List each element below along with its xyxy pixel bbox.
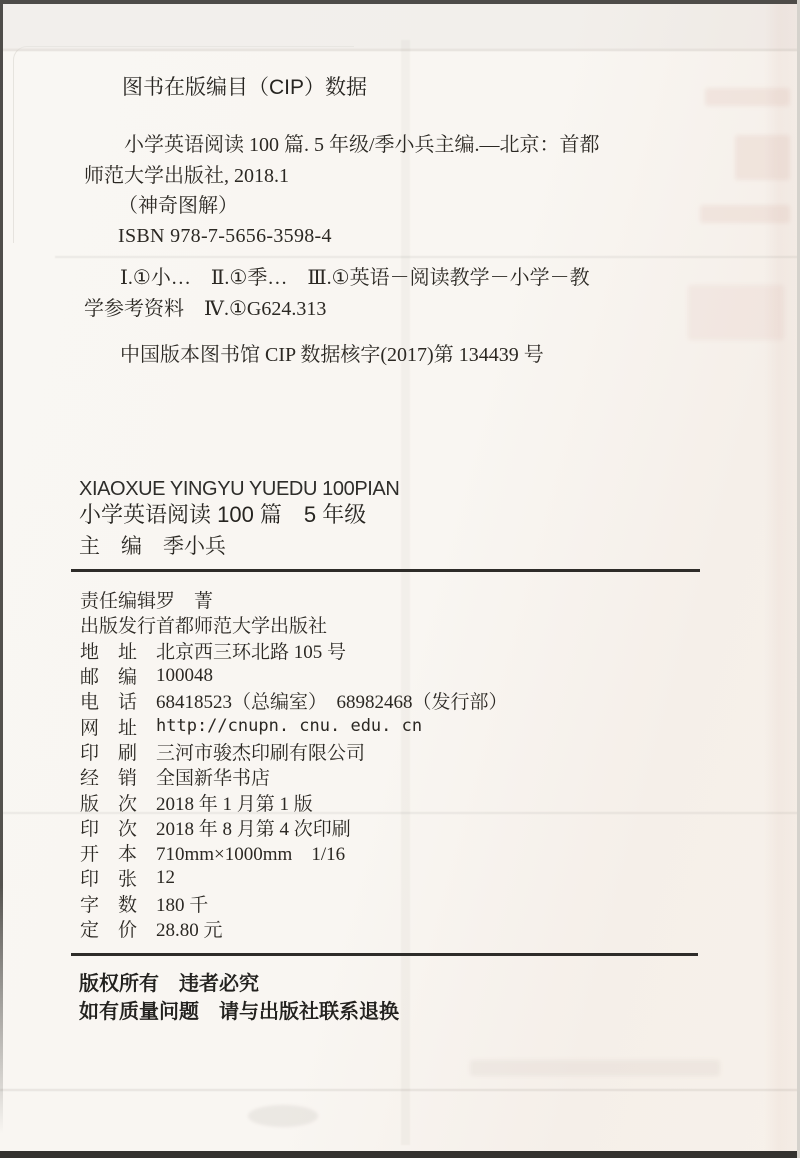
pub-row-value: 2018 年 1 月第 1 版 [156, 793, 313, 815]
pub-row-label: 网 址 [80, 717, 138, 739]
ink-bleed-through [700, 205, 790, 223]
pub-row-format [80, 840, 680, 865]
cip-series-note: （神奇图解） [118, 195, 238, 217]
page-top-edge [0, 0, 800, 4]
cip-classification-line2: 学参考资料 Ⅳ.①G624.313 [84, 298, 327, 320]
page-bottom-edge [0, 1151, 800, 1158]
pub-row-value: 全国新华书店 [156, 768, 271, 790]
pub-row-label: 地 址 [80, 641, 138, 663]
paper-smudge [248, 1105, 318, 1127]
pub-row-sheets [80, 865, 680, 890]
pub-row-label: 邮 编 [80, 667, 138, 689]
pub-row-postcode [80, 663, 680, 688]
pub-row-website [80, 713, 680, 738]
pub-row-label: 开 本 [80, 844, 138, 866]
ink-bleed-through [735, 135, 790, 180]
chief-editor: 主 编 季小兵 [79, 534, 226, 558]
publication-info-list [80, 587, 680, 941]
quality-return-notice: 如有质量问题 请与出版社联系退换 [79, 1001, 399, 1023]
pub-row-value: 北京西三环北路 105 号 [156, 641, 347, 663]
ink-bleed-through [688, 285, 784, 340]
pub-row-editor [80, 587, 680, 612]
pub-row-label: 印 刷 [80, 742, 138, 764]
pub-row-price [80, 916, 680, 941]
cip-description-line2: 师范大学出版社, 2018.1 [84, 165, 289, 187]
book-title: 小学英语阅读 100 篇 5 年级 [79, 502, 367, 527]
pub-row-value: 2018 年 8 月第 4 次印刷 [156, 818, 351, 840]
pub-row-label: 经 销 [80, 768, 138, 790]
pub-row-value: http://cnupn. cnu. edu. cn [156, 716, 423, 737]
pub-row-address [80, 638, 680, 663]
pub-row-telephone [80, 688, 680, 713]
isbn-number: ISBN 978-7-5656-3598-4 [118, 225, 332, 247]
pub-row-value: 首都师范大学出版社 [156, 616, 328, 638]
pub-row-value: 三河市骏杰印刷有限公司 [156, 742, 366, 764]
pub-row-label: 电 话 [80, 692, 138, 714]
pub-row-publisher [80, 612, 680, 637]
cip-classification-line1: Ⅰ.①小… Ⅱ.①季… Ⅲ.①英语－阅读教学－小学－教 [120, 267, 590, 289]
pub-row-distributor [80, 764, 680, 789]
pub-row-edition [80, 789, 680, 814]
pub-row-value: 罗 菁 [156, 591, 214, 613]
top-page-tint [0, 0, 800, 49]
cip-description-line1: 小学英语阅读 100 篇. 5 年级/季小兵主编.—北京：首都 [124, 134, 600, 156]
pub-row-label: 出版发行 [80, 616, 157, 638]
divider-rule-bottom [71, 953, 698, 956]
title-pinyin: XIAOXUE YINGYU YUEDU 100PIAN [79, 478, 400, 500]
pub-row-label: 责任编辑 [80, 591, 157, 613]
pub-row-printer [80, 739, 680, 764]
page-left-edge [0, 4, 3, 1134]
pub-row-label: 版 次 [80, 793, 138, 815]
scan-grain-line [55, 256, 800, 258]
pub-row-value: 12 [156, 866, 175, 888]
divider-rule-top [71, 569, 700, 572]
pub-row-label: 定 价 [80, 920, 138, 942]
ink-bleed-through [470, 1060, 720, 1076]
copyright-notice: 版权所有 违者必究 [79, 973, 259, 995]
ink-bleed-through [705, 88, 790, 106]
pub-row-value: 68418523（总编室） 68982468（发行部） [156, 692, 508, 714]
scan-grain-line [0, 1089, 800, 1091]
pub-row-value: 710mm×1000mm 1/16 [156, 844, 346, 866]
pub-row-printing [80, 815, 680, 840]
pub-row-wordcount [80, 891, 680, 916]
cip-header: 图书在版编目（CIP）数据 [122, 76, 368, 99]
pub-row-value: 100048 [156, 664, 213, 686]
pub-row-label: 印 张 [80, 869, 138, 891]
pub-row-value: 180 千 [156, 894, 209, 916]
pub-row-label: 字 数 [80, 894, 138, 916]
pub-row-label: 印 次 [80, 818, 138, 840]
cip-record-number: 中国版本图书馆 CIP 数据核字(2017)第 134439 号 [120, 344, 544, 366]
pub-row-value: 28.80 元 [156, 920, 223, 942]
